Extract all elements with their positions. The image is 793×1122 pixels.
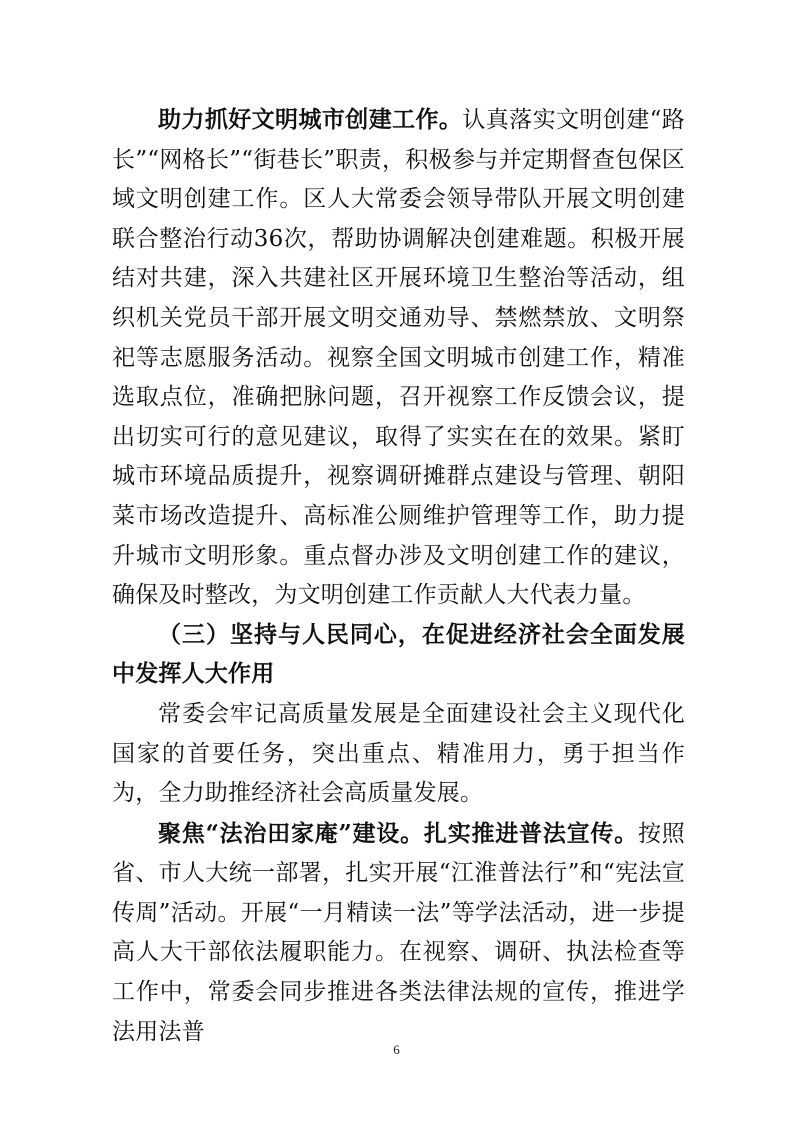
paragraph-lead: 助力抓好文明城市创建工作。 xyxy=(158,106,463,133)
paragraph-text: 按照省、市人大统一部署，扎实开展“江淮普法行”和“宪法宣传周”活动。开展“一月精读一法”等学法活动，进一步提高人大干部依法履职能力。在视察、调研、执法检查等工作中，常委会同步推进各类法律法规的宣传，推进学法用法普 xyxy=(112,820,685,1045)
paragraph-rule-of-law xyxy=(112,814,685,1053)
paragraph-high-quality-development: 常委会牢记高质量发展是全面建设社会主义现代化国家的首要任务，突出重点、精准用力，勇于担当作为，全力助推经济社会高质量发展。 xyxy=(112,700,685,807)
paragraph-lead: 聚焦“法治田家庵”建设。扎实推进普法宣传。 xyxy=(158,819,638,847)
document-body xyxy=(112,100,685,1052)
page-number: 6 xyxy=(393,1042,400,1057)
paragraph-civilized-city xyxy=(112,100,685,616)
paragraph-text: 认真落实文明创建“路长”“网格长”“街巷长”职责，积极参与并定期督查包保区域文明创建工作。区人大常委会领导带队开展文明创建联合整治行动36次，帮助协调解决创建难题。积极开展结对共建，深入共建社区开展环境卫生整治等活动，组织机关党员干部开展文明交通劝导、禁燃禁放、文明祭祀等志愿服务活动。视察全国文明城市创建工作，精准选取点位，准确把脉问题，召开视察工作反馈会议，提出切实可行的意见建议，取得了实实在在的效果。紧盯城市环境品质提升，视察调研摊群点建设与管理、朝阳菜市场改造提升、高标准公厕维护管理等工作，助力提升城市文明形象。重点督办涉及文明创建工作的建议，确保及时整改，为文明创建工作贡献人大代表力量。 xyxy=(112,107,685,609)
section-heading: （三）坚持与人民同心，在促进经济社会全面发展中发挥人大作用 xyxy=(112,621,685,688)
